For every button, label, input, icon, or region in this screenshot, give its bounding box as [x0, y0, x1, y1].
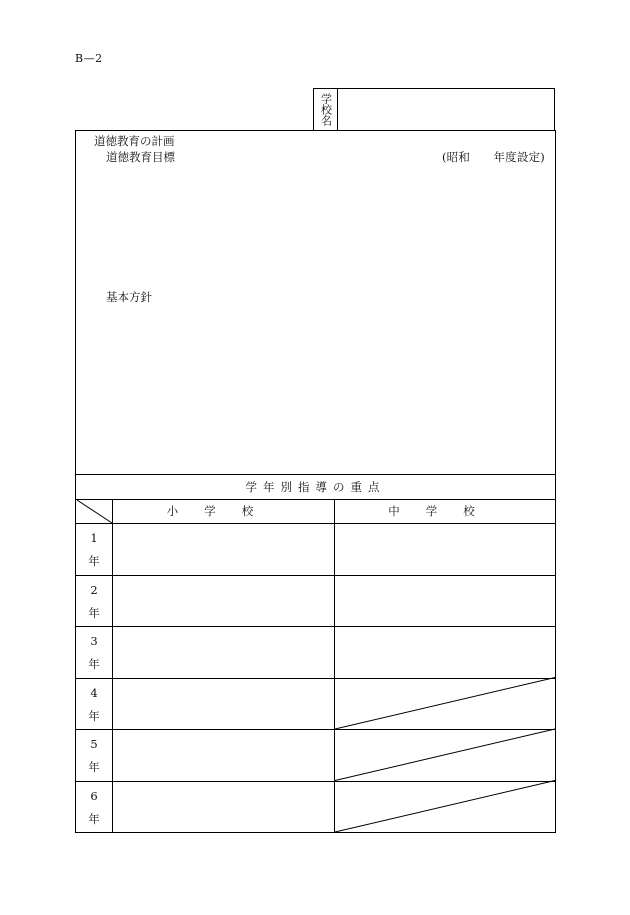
grade-number: 6 — [90, 788, 98, 803]
grade-suffix: 年 — [88, 708, 100, 723]
school-name-label-text: 学校名 — [319, 93, 333, 126]
grade-number: 5 — [90, 737, 98, 751]
corner-diagonal — [77, 500, 112, 523]
grade-number: 1 — [90, 531, 98, 545]
grade-number: 3 — [90, 634, 98, 648]
policy-heading: 基本方針 — [106, 290, 152, 304]
grade-number: 2 — [90, 582, 98, 597]
grade-suffix: 年 — [88, 657, 100, 671]
middle-column-header: 中学校 — [388, 504, 501, 518]
not-applicable-diagonal — [335, 678, 555, 730]
goal-heading: 道徳教育目標 — [106, 150, 175, 164]
grade-table-header: 学年別指導の重点 — [245, 479, 386, 494]
not-applicable-diagonal — [335, 781, 555, 833]
grade-suffix: 年 — [88, 811, 100, 826]
grade-number: 4 — [90, 685, 98, 700]
plan-heading: 道徳教育の計画 — [94, 134, 175, 148]
not-applicable-diagonal — [335, 729, 555, 781]
elementary-column-header: 小学校 — [166, 504, 280, 518]
goal-year-note: (昭和 年度設定) — [442, 150, 545, 164]
form-code: B—2 — [75, 52, 103, 65]
grade-suffix: 年 — [88, 760, 100, 774]
grade-suffix: 年 — [88, 605, 100, 620]
grade-suffix: 年 — [88, 554, 100, 568]
